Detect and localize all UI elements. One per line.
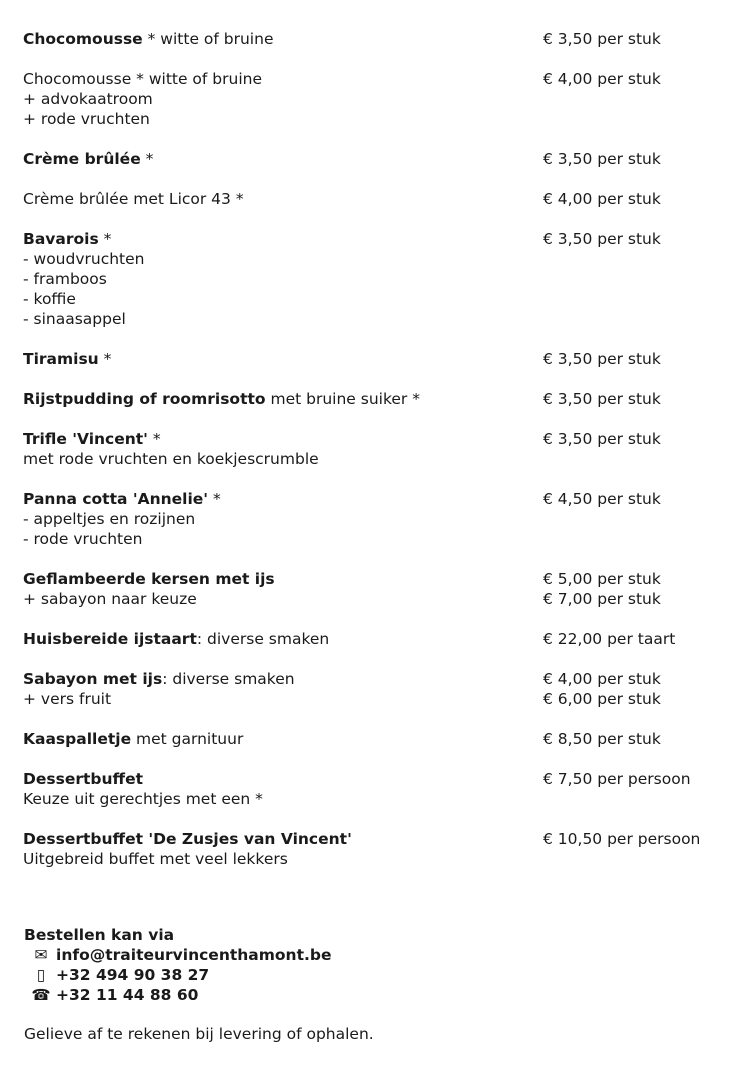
- menu-item-description: [23, 669, 543, 709]
- menu-item-prices: [543, 729, 723, 749]
- menu-item-price: € 6,00 per stuk: [543, 690, 661, 708]
- menu-item-detail: * witte of bruine: [142, 30, 274, 48]
- menu-item: [23, 669, 723, 709]
- menu-item-price: € 4,00 per stuk: [543, 190, 661, 208]
- menu-item-description: [23, 629, 543, 649]
- menu-item-description: [23, 349, 543, 369]
- menu-item-option: + rode vruchten: [23, 110, 150, 128]
- menu-item: [23, 349, 723, 369]
- menu-item-price: € 22,00 per taart: [543, 630, 676, 648]
- menu-item-prices: [543, 149, 723, 169]
- menu-item-name: Kaaspalletje: [23, 730, 132, 748]
- menu-item-description: [23, 829, 543, 869]
- email-row[interactable]: [24, 945, 724, 965]
- menu-item: [23, 629, 723, 649]
- menu-item-prices: [543, 429, 723, 469]
- phone-number: +32 11 44 88 60: [56, 986, 199, 1004]
- menu-item-detail: *: [98, 350, 112, 368]
- menu-item-price: € 3,50 per stuk: [543, 230, 661, 248]
- menu-item-price: € 7,50 per persoon: [543, 770, 691, 788]
- menu-item-title: [23, 769, 543, 789]
- mobile-row: [24, 965, 724, 985]
- menu-item-description: [23, 69, 543, 129]
- menu-item-title: [23, 69, 543, 89]
- menu-item-title: [23, 189, 543, 209]
- menu-item-title: [23, 149, 543, 169]
- menu-item-name: Crème brûlée: [23, 150, 141, 168]
- envelope-icon: ✉: [34, 946, 48, 964]
- menu-item-title: [23, 829, 543, 849]
- menu-item-title: [23, 29, 543, 49]
- menu-item-price: € 3,50 per stuk: [543, 390, 661, 408]
- menu-item-price: € 5,00 per stuk: [543, 570, 661, 588]
- menu-item-price: € 3,50 per stuk: [543, 350, 661, 368]
- menu-item-name: Chocomousse: [23, 30, 143, 48]
- menu-item-option: - sinaasappel: [23, 310, 126, 328]
- menu-item-description: [23, 149, 543, 169]
- menu-item-option: Uitgebreid buffet met veel lekkers: [23, 850, 288, 868]
- phone-row: [24, 985, 724, 1005]
- menu-item: [23, 189, 723, 209]
- menu-item: [23, 569, 723, 609]
- menu-item-detail: met bruine suiker *: [265, 390, 420, 408]
- menu-item-option: - appeltjes en rozijnen: [23, 510, 196, 528]
- menu-item-price: € 3,50 per stuk: [543, 30, 661, 48]
- menu-item-description: [23, 389, 543, 409]
- menu-item: [23, 29, 723, 49]
- menu-item: [23, 69, 723, 129]
- menu-item-name: Geflambeerde kersen met ijs: [23, 570, 275, 588]
- menu-item-name: Bavarois: [23, 230, 99, 248]
- menu-item-price: € 3,50 per stuk: [543, 430, 661, 448]
- menu-item-description: [23, 489, 543, 549]
- menu-item-description: [23, 569, 543, 609]
- menu-item-price: € 4,50 per stuk: [543, 490, 661, 508]
- menu-item-detail: *: [147, 430, 161, 448]
- menu-item-detail: Crème brûlée met Licor 43 *: [23, 190, 244, 208]
- menu-item-description: [23, 189, 543, 209]
- menu-item-detail: : diverse smaken: [196, 630, 330, 648]
- menu-item-title: [23, 669, 543, 689]
- menu-item-title: [23, 389, 543, 409]
- menu-item-description: [23, 429, 543, 469]
- menu-item-title: [23, 429, 543, 449]
- menu-item-title: [23, 229, 543, 249]
- menu-item-detail: *: [98, 230, 112, 248]
- telephone-icon: ☎: [31, 986, 51, 1004]
- menu-item-title: [23, 349, 543, 369]
- menu-item-description: [23, 229, 543, 329]
- menu-item-title: [23, 489, 543, 509]
- menu-item-prices: [543, 829, 723, 869]
- menu-item-prices: [543, 629, 723, 649]
- order-contact: [24, 925, 724, 1005]
- menu-item-name: Panna cotta 'Annelie': [23, 490, 209, 508]
- menu-item-prices: [543, 389, 723, 409]
- email-link[interactable]: info@traiteurvincenthamont.be: [56, 946, 332, 964]
- menu-item-price: € 3,50 per stuk: [543, 150, 661, 168]
- menu-item-option: - koffie: [23, 290, 76, 308]
- order-heading: Bestellen kan via: [24, 926, 175, 944]
- menu-item-detail: *: [208, 490, 221, 508]
- menu-item-name: Tiramisu: [23, 350, 99, 368]
- menu-item-option: - woudvruchten: [23, 250, 145, 268]
- menu-item-title: [23, 629, 543, 649]
- menu-item: [23, 149, 723, 169]
- menu-item-prices: [543, 189, 723, 209]
- menu-item: [23, 829, 723, 869]
- menu-item-prices: [543, 569, 723, 609]
- menu-item-detail: Chocomousse * witte of bruine: [23, 70, 263, 88]
- menu-item-price: € 7,00 per stuk: [543, 590, 661, 608]
- menu-item-price: € 10,50 per persoon: [543, 830, 701, 848]
- menu-item-name: Sabayon met ijs: [23, 670, 163, 688]
- menu-item-description: [23, 29, 543, 49]
- menu-item-detail: met garnituur: [131, 730, 244, 748]
- menu-item-option: met rode vruchten en koekjescrumble: [23, 450, 319, 468]
- menu-item-option: - framboos: [23, 270, 107, 288]
- menu-item-name: Huisbereide ijstaart: [23, 630, 197, 648]
- menu-item-name: Trifle 'Vincent': [23, 430, 148, 448]
- menu-item-prices: [543, 669, 723, 709]
- menu-item-name: Dessertbuffet: [23, 770, 144, 788]
- menu-item-option: + vers fruit: [23, 690, 112, 708]
- menu-item: [23, 229, 723, 329]
- dessert-menu: [23, 29, 723, 889]
- menu-item-option: Keuze uit gerechtjes met een *: [23, 790, 263, 808]
- menu-item-prices: [543, 489, 723, 549]
- menu-item-option: + advokaatroom: [23, 90, 153, 108]
- menu-item-name: Dessertbuffet 'De Zusjes van Vincent': [23, 830, 352, 848]
- mobile-phone-icon: ▯: [36, 966, 46, 984]
- menu-item-prices: [543, 69, 723, 129]
- menu-item: [23, 389, 723, 409]
- mobile-number: +32 494 90 38 27: [56, 966, 210, 984]
- menu-item-name: Rijstpudding of roomrisotto: [23, 390, 266, 408]
- menu-item-option: + sabayon naar keuze: [23, 590, 197, 608]
- menu-item-option: - rode vruchten: [23, 530, 143, 548]
- menu-item-title: [23, 729, 543, 749]
- menu-item-description: [23, 729, 543, 749]
- menu-item-title: [23, 569, 543, 589]
- menu-item-price: € 4,00 per stuk: [543, 670, 661, 688]
- menu-item-detail: : diverse smaken: [162, 670, 295, 688]
- menu-item-prices: [543, 29, 723, 49]
- menu-item-prices: [543, 349, 723, 369]
- menu-item: [23, 769, 723, 809]
- menu-item-price: € 8,50 per stuk: [543, 730, 661, 748]
- menu-item-detail: *: [140, 150, 154, 168]
- menu-item: [23, 489, 723, 549]
- payment-note: Gelieve af te rekenen bij levering of ophalen.: [24, 1025, 374, 1043]
- menu-item: [23, 429, 723, 469]
- menu-item-description: [23, 769, 543, 809]
- menu-item: [23, 729, 723, 749]
- menu-item-price: € 4,00 per stuk: [543, 70, 661, 88]
- menu-item-prices: [543, 769, 723, 809]
- menu-item-prices: [543, 229, 723, 329]
